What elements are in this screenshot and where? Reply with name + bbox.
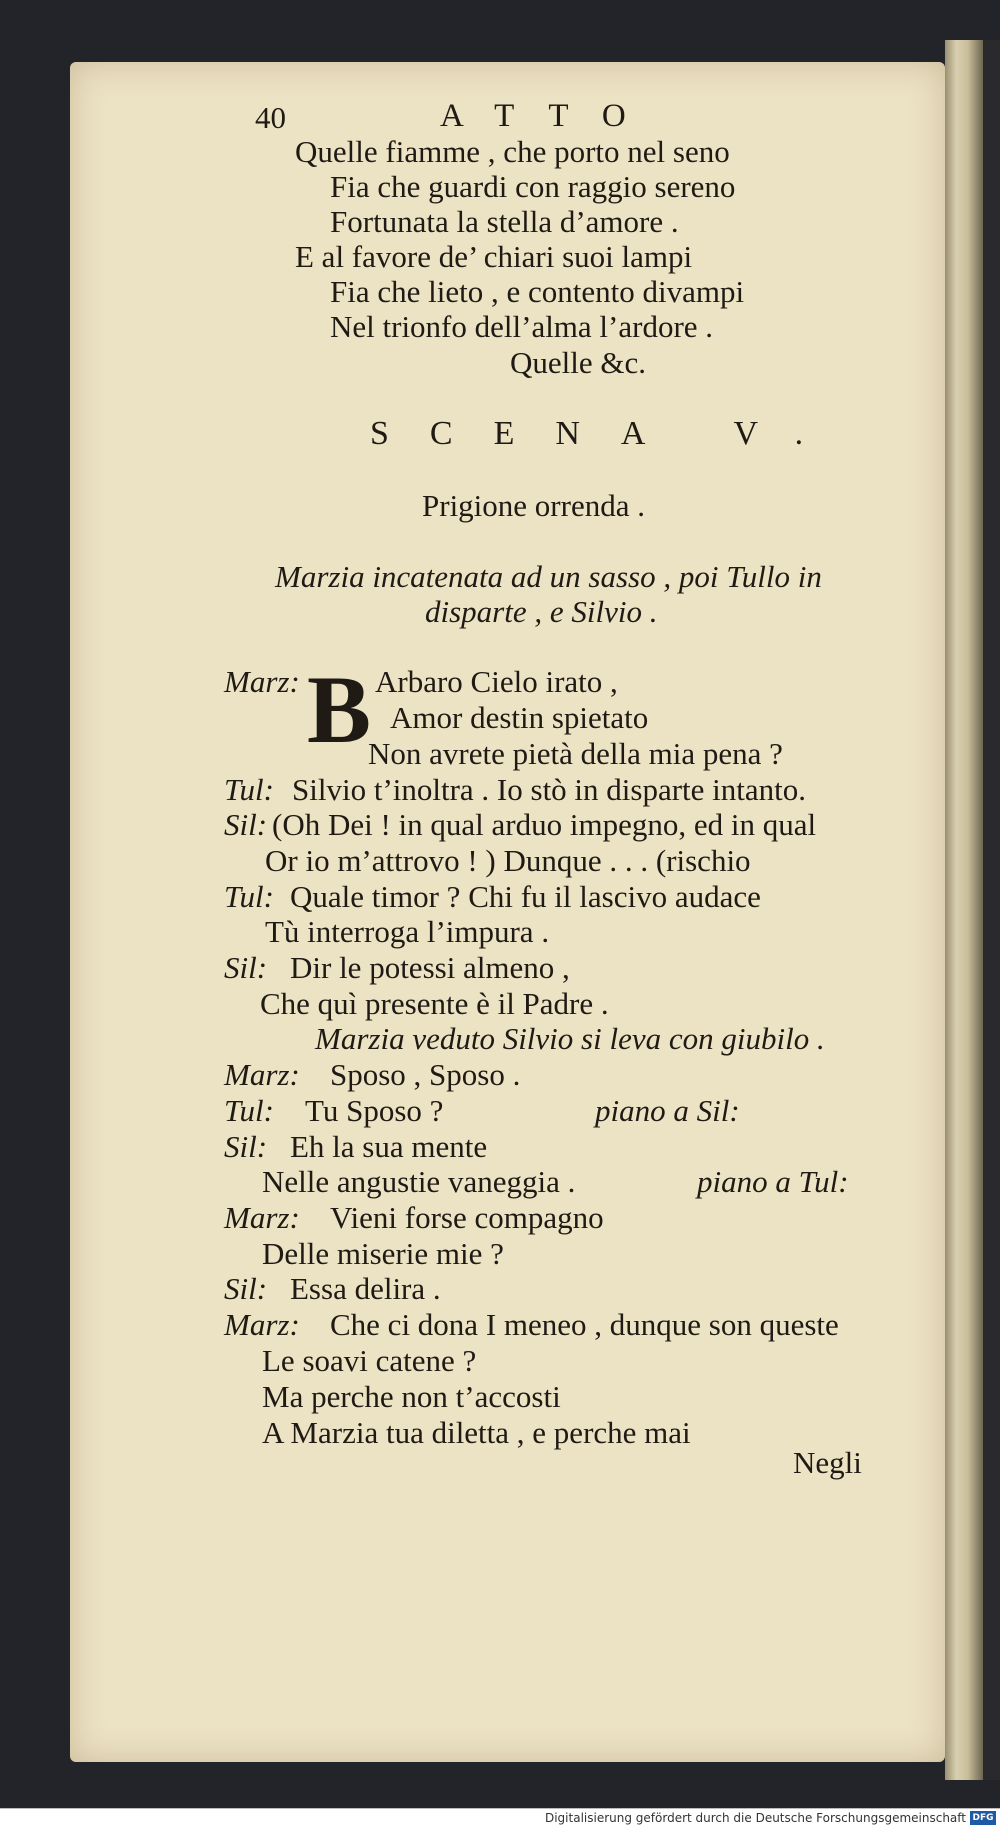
dialogue-line: Vieni forse compagno xyxy=(330,1200,604,1235)
dialogue-line: Non avrete pietà della mia pena ? xyxy=(368,736,783,771)
aria-line-6: Nel trionfo dell’alma l’ardore . xyxy=(330,309,714,344)
dialogue-line: Nelle angustie vaneggia . xyxy=(262,1164,576,1199)
dialogue-line: (Oh Dei ! in qual arduo impegno, ed in qual xyxy=(272,807,817,842)
book-spine-shadow xyxy=(983,40,1000,1780)
dialogue-line: Le soavi catene ? xyxy=(262,1343,477,1378)
dialogue-line: Quale timor ? Chi fu il lascivo audace xyxy=(290,879,761,914)
scene-heading: SCENA V. xyxy=(370,415,845,452)
page-number: 40 xyxy=(255,100,286,135)
aside-direction: piano a Sil: xyxy=(595,1093,740,1128)
dialogue-line: Tu Sposo ? xyxy=(305,1093,444,1128)
stage-direction-inline: Marzia veduto Silvio si leva con giubilo . xyxy=(315,1021,825,1056)
dialogue-line: Che quì presente è il Padre . xyxy=(260,986,609,1021)
dialogue-line: Silvio t’inoltra . Io stò in disparte intanto. xyxy=(292,772,807,807)
speaker-label: Marz: xyxy=(224,664,300,699)
stage-direction-line-2: disparte , e Silvio . xyxy=(425,594,658,629)
footer-credit-text: Digitalisierung gefördert durch die Deutsche Forschungsgemeinschaft xyxy=(544,1811,966,1825)
dialogue-line: A Marzia tua diletta , e perche mai xyxy=(262,1415,691,1450)
aria-da-capo: Quelle &c. xyxy=(510,345,647,380)
dialogue-line: Tù interroga l’impura . xyxy=(265,914,550,949)
speaker-label: Marz: xyxy=(224,1057,300,1092)
speaker-label: Marz: xyxy=(224,1307,300,1342)
speaker-label: Marz: xyxy=(224,1200,300,1235)
aria-line-4: E al favore de’ chiari suoi lampi xyxy=(295,239,693,274)
aria-line-5: Fia che lieto , e contento divampi xyxy=(330,274,745,309)
speaker-label: Tul: xyxy=(224,1093,274,1128)
dialogue-line: Or io m’attrovo ! ) Dunque . . . (rischio xyxy=(265,843,751,878)
dialogue-line: Eh la sua mente xyxy=(290,1129,488,1164)
aria-line-1: Quelle fiamme , che porto nel seno xyxy=(295,134,730,169)
catchword: Negli xyxy=(793,1445,862,1480)
stage-direction-line-1: Marzia incatenata ad un sasso , poi Tullo in xyxy=(275,559,822,594)
dialogue-line: Arbaro Cielo irato , xyxy=(375,664,618,699)
dialogue-line: Amor destin spietato xyxy=(390,700,649,735)
running-head: ATTO xyxy=(440,98,660,134)
speaker-label: Sil: xyxy=(224,1129,268,1164)
book-spine xyxy=(945,40,983,1780)
aria-line-2: Fia che guardi con raggio sereno xyxy=(330,169,736,204)
dialogue-line: Ma perche non t’accosti xyxy=(262,1379,561,1414)
speaker-label: Sil: xyxy=(224,1271,268,1306)
drop-cap: B xyxy=(307,656,372,763)
speaker-label: Tul: xyxy=(224,772,274,807)
speaker-label: Tul: xyxy=(224,879,274,914)
speaker-label: Sil: xyxy=(224,807,268,842)
dfg-logo: DFG xyxy=(970,1811,996,1825)
dialogue-line: Essa delira . xyxy=(290,1271,441,1306)
dialogue-line: Dir le potessi almeno , xyxy=(290,950,570,985)
aside-direction: piano a Tul: xyxy=(697,1164,849,1199)
dialogue-line: Che ci dona I meneo , dunque son queste xyxy=(330,1307,839,1342)
aria-line-3: Fortunata la stella d’amore . xyxy=(330,204,679,239)
scene-setting: Prigione orrenda . xyxy=(422,488,645,523)
dialogue-line: Sposo , Sposo . xyxy=(330,1057,521,1092)
speaker-label: Sil: xyxy=(224,950,268,985)
dialogue-line: Delle miserie mie ? xyxy=(262,1236,504,1271)
digitization-footer xyxy=(0,1808,1000,1829)
